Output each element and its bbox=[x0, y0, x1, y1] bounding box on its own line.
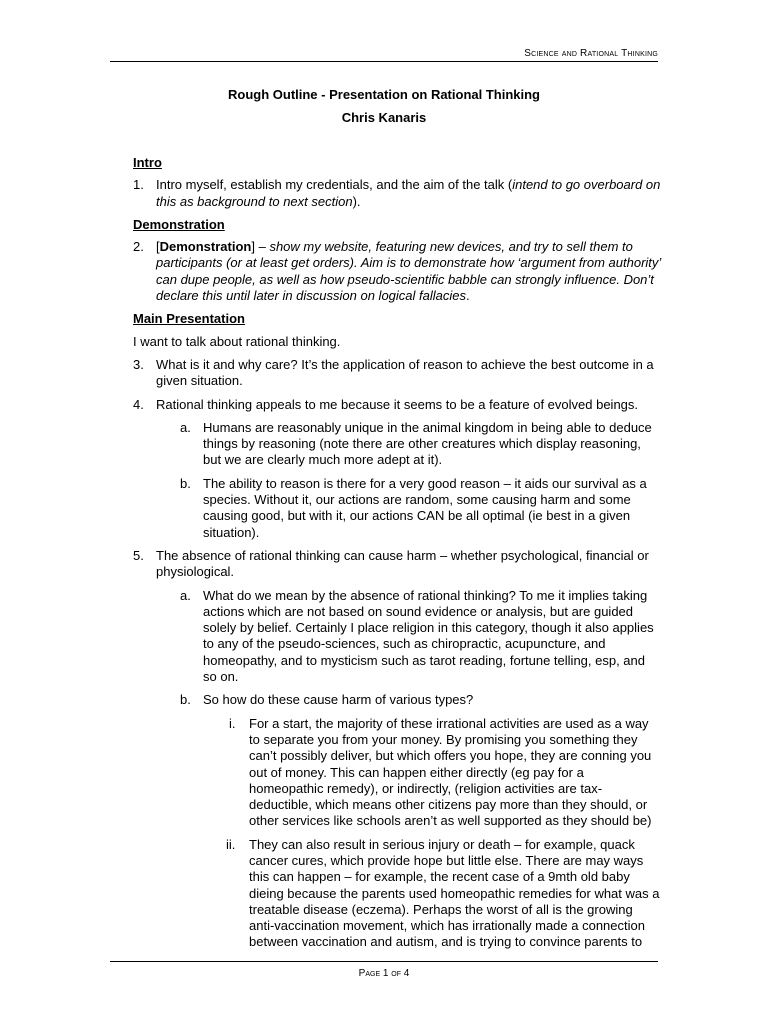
item-text: Humans are reasonably unique in the animal kingdom in being able to deduce things by reasoning (note there are other creatures which display reasoning, but we are clearly much more adept at it). bbox=[203, 419, 652, 468]
list-item-3 bbox=[133, 357, 661, 390]
item-text: For a start, the majority of these irrational activities are used as a way to separate you from your money. By promising you something they can’t possibly deliver, but which offers you hope, they are conning you out of money. This can happen either directly (eg pay for a homeopathic remedy), or indirectly, (religion activities are tax-deductible, which means other citizens pay more than they should, or other services like schools aren’t as well supported as they should be) bbox=[249, 715, 652, 829]
item-italic-text: intend to go overboard on this as background to next section bbox=[156, 177, 661, 209]
item-text: So how do these cause harm of various types? bbox=[203, 692, 474, 708]
section-heading-intro: Intro bbox=[133, 155, 162, 170]
total-pages: 4 bbox=[403, 968, 410, 979]
list-item-5b-ii bbox=[133, 837, 661, 951]
list-number: 4. bbox=[133, 396, 144, 412]
list-number: 5. bbox=[133, 547, 144, 563]
item-text: The absence of rational thinking can cause harm – whether psychological, financial or physiological. bbox=[156, 547, 649, 580]
list-item-5b bbox=[133, 692, 661, 708]
list-number: 3. bbox=[133, 356, 144, 372]
list-number: 1. bbox=[133, 177, 144, 193]
document-title: Rough Outline - Presentation on Rational Thinking bbox=[228, 87, 540, 102]
section-heading-main: Main Presentation bbox=[133, 311, 245, 327]
list-item-1 bbox=[133, 177, 661, 210]
page-footer bbox=[110, 968, 658, 979]
bracket-open: [ bbox=[156, 239, 160, 255]
item-italic-text: show my website, featuring new devices, and try to sell them to participants (or at least get orders). Aim is to demonstrate how ‘argument from authority’ can dupe people, as well as how pseudo-scientific babble can strongly influence. Don’t declare this until later in discussion on logical fallacies bbox=[156, 239, 661, 304]
list-item-4 bbox=[133, 397, 661, 413]
list-item-5a bbox=[133, 588, 661, 686]
page-number: 1 bbox=[382, 968, 389, 979]
document-author: Chris Kanaris bbox=[341, 110, 427, 125]
main-intro-line: I want to talk about rational thinking. bbox=[133, 333, 341, 349]
page-label: Page bbox=[358, 968, 381, 979]
list-number: 2. bbox=[133, 239, 144, 255]
item-text: They can also result in serious injury or death – for example, quack cancer cures, which provide hope but little else. There are may ways this can happen – for example, the recent case of a 9mth old baby dieing because the parents used homeopathic remedies for what was a treatable disease (eczema). Perhaps the worst of all is the growing anti-vaccination movement, which has irrationally made a connection between vaccination and autism, and is trying to convince parents to bbox=[249, 836, 660, 950]
list-letter: a. bbox=[180, 419, 191, 435]
section-heading-demonstration: Demonstration bbox=[133, 216, 225, 232]
list-item-4a bbox=[133, 420, 661, 469]
running-header: Science and Rational Thinking bbox=[524, 48, 658, 59]
list-item-5 bbox=[133, 548, 661, 581]
list-letter: b. bbox=[180, 475, 191, 491]
item-text-end: . bbox=[466, 288, 470, 304]
list-roman: i. bbox=[229, 715, 236, 731]
list-roman: ii. bbox=[226, 836, 236, 852]
item-text: What is it and why care? It’s the application of reason to achieve the best outcome in a given situation. bbox=[156, 356, 654, 389]
document-body bbox=[133, 155, 661, 958]
bracket-close: ] – bbox=[251, 239, 270, 255]
of-label: of bbox=[391, 968, 401, 979]
list-letter: a. bbox=[180, 587, 191, 603]
list-item-4b bbox=[133, 476, 661, 541]
list-letter: b. bbox=[180, 692, 191, 708]
item-text-end: ). bbox=[352, 193, 361, 209]
header-rule bbox=[110, 61, 658, 62]
item-text: Rational thinking appeals to me because it seems to be a feature of evolved beings. bbox=[156, 396, 639, 412]
item-bold-text: Demonstration bbox=[159, 239, 252, 255]
item-text: Intro myself, establish my credentials, and the aim of the talk ( bbox=[156, 177, 513, 193]
list-item-2 bbox=[133, 239, 661, 304]
footer-rule bbox=[110, 961, 658, 962]
item-text: The ability to reason is there for a very good reason – it aids our survival as a species. Without it, our actions are random, some causing harm and some causing good, but with it, our actions CAN be all optimal (ie best in a given situation). bbox=[203, 475, 647, 540]
item-text: What do we mean by the absence of rational thinking? To me it implies taking actions which are not based on sound evidence or analysis, but are guided solely by belief. Certainly I place religion in this category, though it also applies to any of the pseudo-sciences, such as chiropractic, acupuncture, and homeopathy, and to mysticism such as tarot reading, fortune telling, esp, and so on. bbox=[203, 587, 654, 685]
list-item-5b-i bbox=[133, 716, 661, 830]
